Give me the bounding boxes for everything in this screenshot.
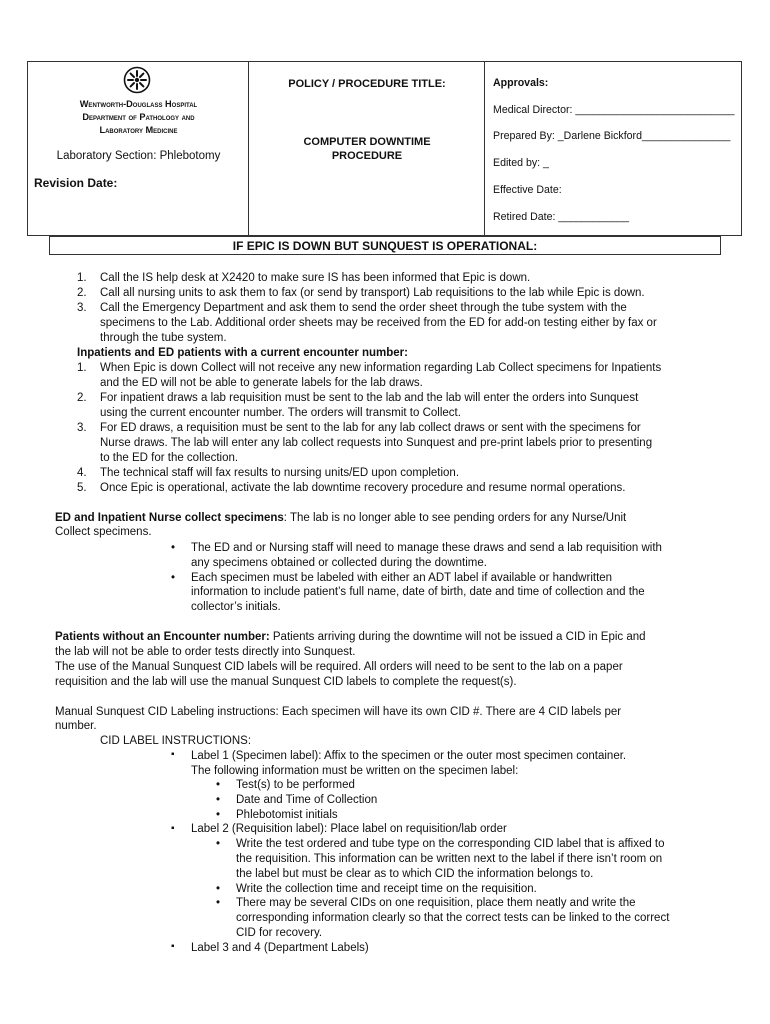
sub-bullet-item-continued: corresponding information clearly so that the correct tests can be linked to the correct <box>236 912 670 924</box>
paragraph-line: Collect specimens. <box>55 526 152 538</box>
lab-section: Laboratory Section: Phlebotomy <box>56 150 221 162</box>
policy-title-label: POLICY / PROCEDURE TITLE: <box>288 78 446 90</box>
list-item-continued: using the current encounter number. The orders will transmit to Collect. <box>100 407 461 419</box>
bullet-icon: • <box>216 809 221 821</box>
list-number: 5. <box>77 482 87 494</box>
hospital-name: Wentworth-Douglass Hospital Department of Pathology and Laboratory Medicine <box>79 99 198 135</box>
bullet-icon: • <box>171 542 176 554</box>
no-encounter-heading: Patients without an Encounter number: <box>55 631 270 643</box>
bullet-item-continued: any specimens obtained or collected during the downtime. <box>191 557 487 569</box>
bullet-item: The ED and or Nursing staff will need to manage these draws and send a lab requisition with <box>191 542 662 554</box>
list-item: For inpatient draws a lab requisition must be sent to the lab and the lab will enter the orders into Sunquest <box>100 392 639 404</box>
list-item-continued: specimens to the Lab. Additional order sheets may be received from the ED for add-on testing either by fax or <box>100 317 657 329</box>
list-item-continued: and the ED will not be able to generate labels for the lab draws. <box>100 377 423 389</box>
paragraph-line: number. <box>55 720 97 732</box>
bullet-item: Each specimen must be labeled with either an ADT label if available or handwritten <box>191 572 613 584</box>
revision-date: Revision Date: <box>34 176 118 190</box>
list-item-continued: Nurse draws. The lab will enter any lab collect requests into Sunquest and pre-print labels prior to presenting <box>100 437 653 449</box>
list-number: 3. <box>77 302 87 314</box>
inpatients-heading: Inpatients and ED patients with a current encounter number: <box>77 347 408 359</box>
list-number: 2. <box>77 287 87 299</box>
policy-title: COMPUTER DOWNTIME PROCEDURE <box>303 136 431 162</box>
effective-date: Effective Date: <box>493 184 562 196</box>
edited-by: Edited by: _ <box>493 157 549 169</box>
hospital-cell <box>28 62 249 235</box>
bullet-item-continued: information to include patient’s full name, date of birth, date and time of collection and the <box>191 586 645 598</box>
sub-bullet-item: Write the test ordered and tube type on the corresponding CID label that is affixed to <box>236 838 665 850</box>
list-item: The technical staff will fax results to nursing units/ED upon completion. <box>100 467 460 479</box>
sub-bullet-item: There may be several CIDs on one requisition, place them neatly and write the <box>236 897 636 909</box>
paragraph-line: The use of the Manual Sunquest CID labels will be required. All orders will need to be sent to the lab on a paper <box>55 661 623 673</box>
sub-bullet-item: Test(s) to be performed <box>236 779 355 791</box>
sub-bullet-item: Write the collection time and receipt time on the requisition. <box>236 883 537 895</box>
bullet-icon: • <box>216 779 221 791</box>
bullet-icon: • <box>216 794 221 806</box>
list-item: For ED draws, a requisition must be sent to the lab for any lab collect draws or sent with the specimens for <box>100 422 641 434</box>
bullet-icon: • <box>171 572 176 584</box>
approvals-label: Approvals: <box>493 77 549 89</box>
sub-bullet-item-continued: the label but must be clear as to which CID the information belongs to. <box>236 868 594 880</box>
approvals-cell <box>485 62 741 235</box>
list-item: Once Epic is operational, activate the lab downtime recovery procedure and resume normal operations. <box>100 482 626 494</box>
section-banner: IF EPIC IS DOWN BUT SUNQUEST IS OPERATIONAL: <box>49 236 721 255</box>
paragraph-line: Manual Sunquest CID Labeling instructions: Each specimen will have its own CID #. There are 4 CID labels per <box>55 706 622 718</box>
list-number: 3. <box>77 422 87 434</box>
list-item-continued: to the ED for the collection. <box>100 452 239 464</box>
header-table <box>27 61 742 236</box>
sub-bullet-item-continued: the requisition. This information can be written next to the label if there isn’t room on <box>236 853 663 865</box>
sub-bullet-item: Date and Time of Collection <box>236 794 378 806</box>
retired-date: Retired Date: ____________ <box>493 211 630 223</box>
list-number: 4. <box>77 467 87 479</box>
nurse-collect-paragraph: ED and Inpatient Nurse collect specimens: The lab is no longer able to see pending orders for any Nurse/Unit <box>55 512 627 524</box>
label-2-item: Label 2 (Requisition label): Place label on requisition/lab order <box>191 823 507 835</box>
list-number: 1. <box>77 362 87 374</box>
label-1-item: Label 1 (Specimen label): Affix to the specimen or the outer most specimen container. <box>191 750 627 762</box>
square-bullet-icon: ▪ <box>171 941 175 952</box>
bullet-icon: • <box>216 838 221 850</box>
list-number: 2. <box>77 392 87 404</box>
square-bullet-icon: ▪ <box>171 749 175 760</box>
paragraph-line: requisition and the lab will use the manual Sunquest CID labels to complete the request(s). <box>55 676 517 688</box>
prepared-by: Prepared By: _Darlene Bickford_______________ <box>493 130 731 142</box>
medical-director: Medical Director: ___________________________ <box>493 104 735 116</box>
square-bullet-icon: ▪ <box>171 823 175 834</box>
list-item: Call the IS help desk at X2420 to make sure IS has been informed that Epic is down. <box>100 272 531 284</box>
policy-title-cell <box>249 62 485 235</box>
sub-bullet-item-continued: CID for recovery. <box>236 927 323 939</box>
list-item: Call the Emergency Department and ask them to send the order sheet through the tube system with the <box>100 302 627 314</box>
paragraph-line: the lab will not be able to order tests directly into Sunquest. <box>55 646 356 658</box>
bullet-icon: • <box>216 883 221 895</box>
list-item-continued: through the tube system. <box>100 332 227 344</box>
label-1-item-continued: The following information must be written on the specimen label: <box>191 765 519 777</box>
bullet-item-continued: collector’s initials. <box>191 601 281 613</box>
no-encounter-paragraph: Patients without an Encounter number: Patients arriving during the downtime will not be issued a CID in Epic and <box>55 631 646 643</box>
bullet-icon: • <box>216 897 221 909</box>
cid-instructions-label: CID LABEL INSTRUCTIONS: <box>100 735 252 747</box>
label-3-4-item: Label 3 and 4 (Department Labels) <box>191 942 369 954</box>
list-number: 1. <box>77 272 87 284</box>
hospital-logo-icon <box>123 66 151 94</box>
list-item: When Epic is down Collect will not receive any new information regarding Lab Collect specimens for Inpatients <box>100 362 662 374</box>
list-item: Call all nursing units to ask them to fax (or send by transport) Lab requisitions to the lab while Epic is down. <box>100 287 645 299</box>
sub-bullet-item: Phlebotomist initials <box>236 809 338 821</box>
nurse-collect-heading: ED and Inpatient Nurse collect specimens <box>55 512 284 524</box>
